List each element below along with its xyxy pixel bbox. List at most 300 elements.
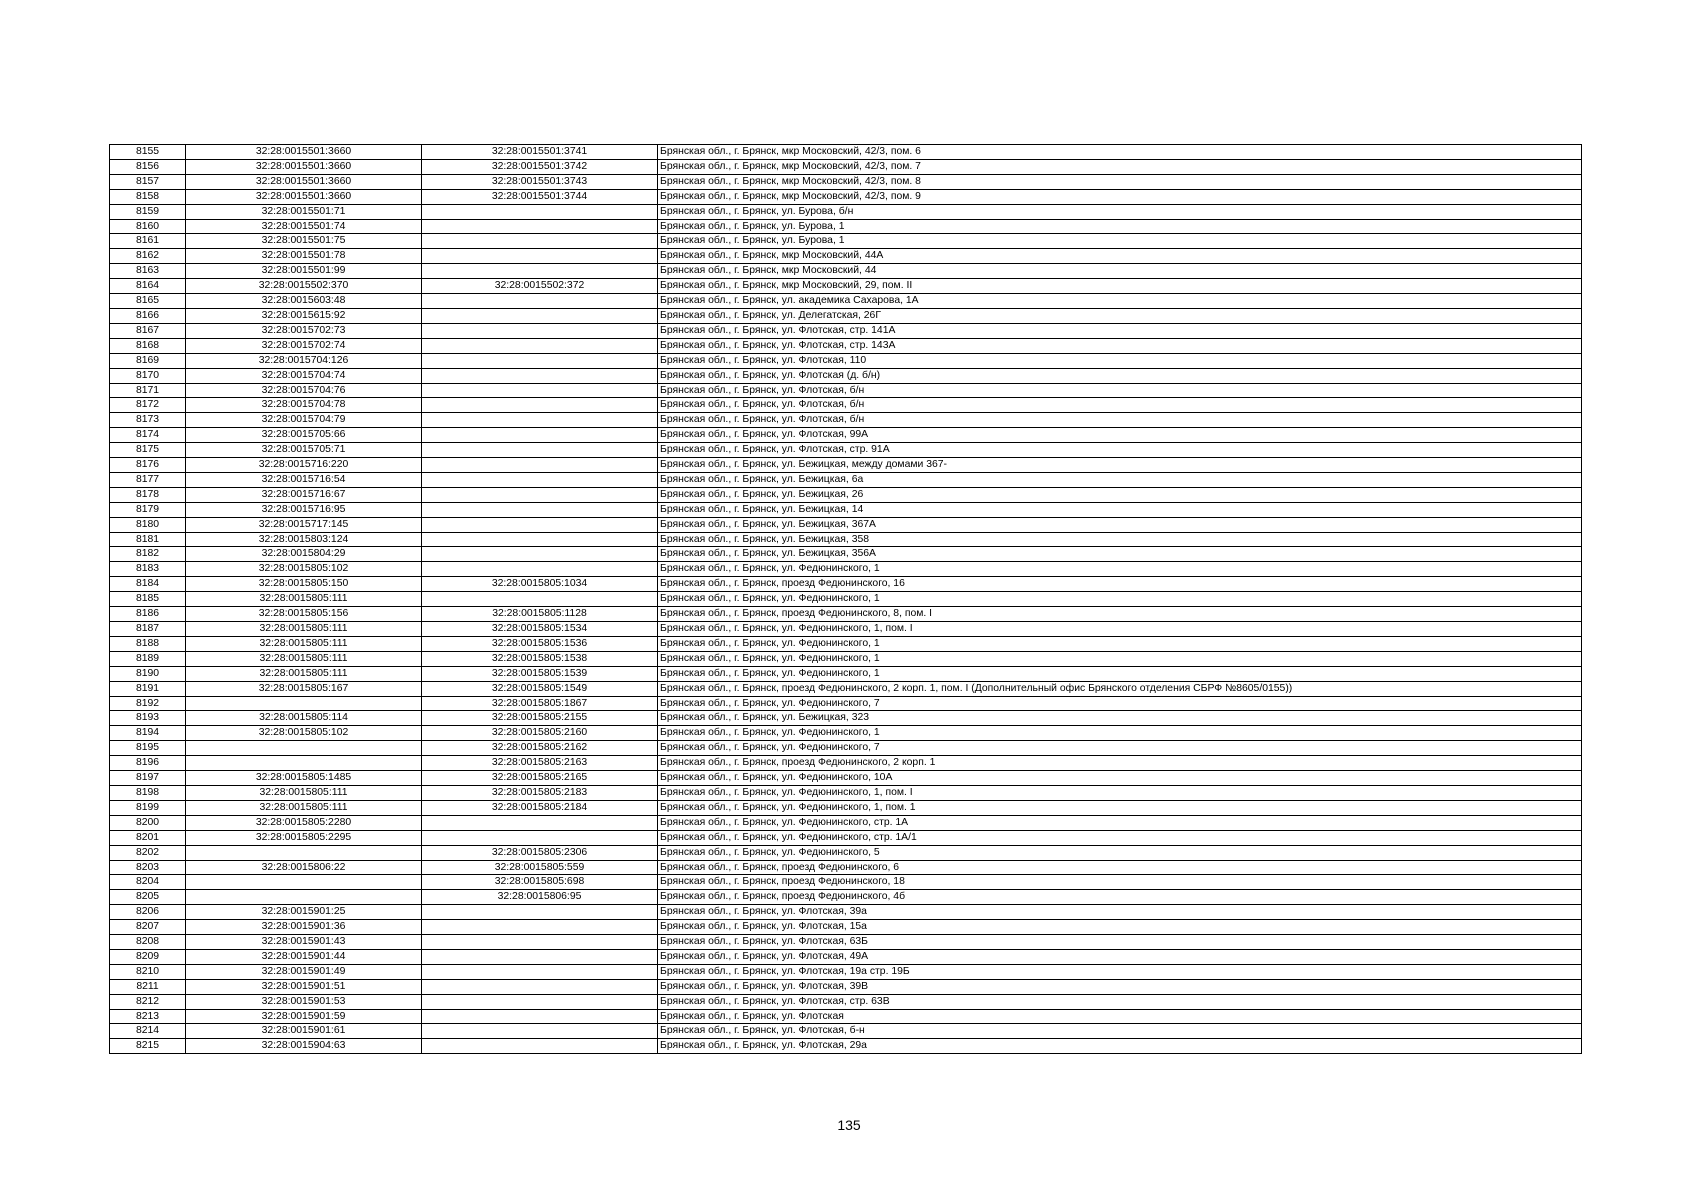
cadastral-number-cell: 32:28:0015603:48 [186, 294, 422, 309]
cadastral-number-cell: 32:28:0015904:63 [186, 1039, 422, 1054]
address-cell: Брянская обл., г. Брянск, проезд Федюнинского, 2 корп. 1 [658, 756, 1582, 771]
row-number-cell: 8174 [110, 428, 186, 443]
linked-cadastral-number-cell [422, 1039, 658, 1054]
linked-cadastral-number-cell: 32:28:0015805:2160 [422, 726, 658, 741]
table-row [110, 935, 1582, 950]
linked-cadastral-number-cell [422, 905, 658, 920]
table-row [110, 1024, 1582, 1039]
address-cell: Брянская обл., г. Брянск, ул. Флотская, 99А [658, 428, 1582, 443]
cadastral-number-cell: 32:28:0015805:111 [186, 636, 422, 651]
linked-cadastral-number-cell: 32:28:0015805:1034 [422, 577, 658, 592]
row-number-cell: 8162 [110, 249, 186, 264]
linked-cadastral-number-cell: 32:28:0015805:2306 [422, 845, 658, 860]
linked-cadastral-number-cell [422, 443, 658, 458]
cadastral-number-cell: 32:28:0015716:67 [186, 487, 422, 502]
address-cell: Брянская обл., г. Брянск, ул. Флотская, б/н [658, 413, 1582, 428]
registry-table-container [109, 144, 1581, 1054]
cadastral-number-cell: 32:28:0015805:150 [186, 577, 422, 592]
linked-cadastral-number-cell [422, 979, 658, 994]
linked-cadastral-number-cell: 32:28:0015806:95 [422, 890, 658, 905]
row-number-cell: 8158 [110, 189, 186, 204]
row-number-cell: 8191 [110, 681, 186, 696]
cadastral-number-cell: 32:28:0015805:2295 [186, 830, 422, 845]
address-cell: Брянская обл., г. Брянск, ул. Флотская, 15а [658, 920, 1582, 935]
row-number-cell: 8194 [110, 726, 186, 741]
address-cell: Брянская обл., г. Брянск, ул. Флотская, 110 [658, 353, 1582, 368]
table-row [110, 651, 1582, 666]
linked-cadastral-number-cell: 32:28:0015805:698 [422, 875, 658, 890]
row-number-cell: 8185 [110, 592, 186, 607]
table-row [110, 815, 1582, 830]
cadastral-number-cell [186, 741, 422, 756]
row-number-cell: 8166 [110, 308, 186, 323]
table-row [110, 279, 1582, 294]
linked-cadastral-number-cell [422, 353, 658, 368]
linked-cadastral-number-cell [422, 830, 658, 845]
row-number-cell: 8187 [110, 622, 186, 637]
table-row [110, 547, 1582, 562]
cadastral-number-cell: 32:28:0015901:43 [186, 935, 422, 950]
row-number-cell: 8192 [110, 696, 186, 711]
linked-cadastral-number-cell: 32:28:0015501:3742 [422, 159, 658, 174]
linked-cadastral-number-cell [422, 517, 658, 532]
table-row [110, 785, 1582, 800]
table-row [110, 219, 1582, 234]
address-cell: Брянская обл., г. Брянск, ул. Федюнинского, 7 [658, 741, 1582, 756]
address-cell: Брянская обл., г. Брянск, ул. Федюнинского, 1 [658, 562, 1582, 577]
table-row [110, 443, 1582, 458]
table-row [110, 577, 1582, 592]
cadastral-number-cell: 32:28:0015805:156 [186, 607, 422, 622]
cadastral-number-cell: 32:28:0015805:111 [186, 622, 422, 637]
cadastral-number-cell [186, 845, 422, 860]
cadastral-number-cell: 32:28:0015805:167 [186, 681, 422, 696]
linked-cadastral-number-cell [422, 547, 658, 562]
address-cell: Брянская обл., г. Брянск, мкр Московский, 44 [658, 264, 1582, 279]
address-cell: Брянская обл., г. Брянск, ул. Бежицкая, 356А [658, 547, 1582, 562]
linked-cadastral-number-cell: 32:28:0015805:2162 [422, 741, 658, 756]
linked-cadastral-number-cell: 32:28:0015805:1534 [422, 622, 658, 637]
cadastral-number-cell: 32:28:0015805:111 [186, 785, 422, 800]
linked-cadastral-number-cell: 32:28:0015805:1128 [422, 607, 658, 622]
address-cell: Брянская обл., г. Брянск, ул. Флотская, б/н [658, 383, 1582, 398]
address-cell: Брянская обл., г. Брянск, ул. Флотская, стр. 91А [658, 443, 1582, 458]
cadastral-number-cell [186, 696, 422, 711]
registry-table-body [110, 145, 1582, 1054]
cadastral-number-cell: 32:28:0015803:124 [186, 532, 422, 547]
row-number-cell: 8190 [110, 666, 186, 681]
row-number-cell: 8159 [110, 204, 186, 219]
row-number-cell: 8215 [110, 1039, 186, 1054]
table-row [110, 905, 1582, 920]
table-row [110, 890, 1582, 905]
linked-cadastral-number-cell [422, 428, 658, 443]
row-number-cell: 8213 [110, 1009, 186, 1024]
cadastral-number-cell: 32:28:0015501:3660 [186, 174, 422, 189]
row-number-cell: 8186 [110, 607, 186, 622]
row-number-cell: 8205 [110, 890, 186, 905]
table-row [110, 264, 1582, 279]
address-cell: Брянская обл., г. Брянск, ул. Флотская (д. б/н) [658, 368, 1582, 383]
row-number-cell: 8211 [110, 979, 186, 994]
cadastral-number-cell [186, 756, 422, 771]
address-cell: Брянская обл., г. Брянск, ул. Флотская, 39а [658, 905, 1582, 920]
row-number-cell: 8203 [110, 860, 186, 875]
cadastral-number-cell: 32:28:0015901:59 [186, 1009, 422, 1024]
address-cell: Брянская обл., г. Брянск, ул. Федюнинского, 1, пом. I [658, 785, 1582, 800]
linked-cadastral-number-cell: 32:28:0015501:3743 [422, 174, 658, 189]
address-cell: Брянская обл., г. Брянск, ул. Делегатская, 26Г [658, 308, 1582, 323]
row-number-cell: 8161 [110, 234, 186, 249]
cadastral-number-cell: 32:28:0015805:111 [186, 800, 422, 815]
table-row [110, 756, 1582, 771]
row-number-cell: 8155 [110, 145, 186, 160]
cadastral-number-cell: 32:28:0015702:74 [186, 338, 422, 353]
cadastral-number-cell: 32:28:0015501:75 [186, 234, 422, 249]
row-number-cell: 8181 [110, 532, 186, 547]
table-row [110, 413, 1582, 428]
cadastral-number-cell: 32:28:0015901:51 [186, 979, 422, 994]
row-number-cell: 8188 [110, 636, 186, 651]
linked-cadastral-number-cell [422, 502, 658, 517]
linked-cadastral-number-cell [422, 994, 658, 1009]
row-number-cell: 8173 [110, 413, 186, 428]
linked-cadastral-number-cell [422, 204, 658, 219]
table-row [110, 428, 1582, 443]
linked-cadastral-number-cell: 32:28:0015805:1539 [422, 666, 658, 681]
address-cell: Брянская обл., г. Брянск, проезд Федюнинского, 16 [658, 577, 1582, 592]
cadastral-number-cell: 32:28:0015704:126 [186, 353, 422, 368]
row-number-cell: 8195 [110, 741, 186, 756]
table-row [110, 607, 1582, 622]
table-row [110, 845, 1582, 860]
row-number-cell: 8209 [110, 949, 186, 964]
cadastral-number-cell: 32:28:0015704:78 [186, 398, 422, 413]
cadastral-number-cell: 32:28:0015501:3660 [186, 159, 422, 174]
table-row [110, 800, 1582, 815]
row-number-cell: 8206 [110, 905, 186, 920]
table-row [110, 204, 1582, 219]
address-cell: Брянская обл., г. Брянск, ул. Бежицкая, 367А [658, 517, 1582, 532]
address-cell: Брянская обл., г. Брянск, ул. Бежицкая, 323 [658, 711, 1582, 726]
row-number-cell: 8178 [110, 487, 186, 502]
address-cell: Брянская обл., г. Брянск, ул. Федюнинского, 1 [658, 592, 1582, 607]
row-number-cell: 8179 [110, 502, 186, 517]
address-cell: Брянская обл., г. Брянск, ул. Бурова, 1 [658, 234, 1582, 249]
cadastral-number-cell: 32:28:0015901:25 [186, 905, 422, 920]
row-number-cell: 8204 [110, 875, 186, 890]
table-row [110, 174, 1582, 189]
registry-table [109, 144, 1582, 1054]
cadastral-number-cell: 32:28:0015501:71 [186, 204, 422, 219]
cadastral-number-cell: 32:28:0015501:74 [186, 219, 422, 234]
row-number-cell: 8171 [110, 383, 186, 398]
cadastral-number-cell: 32:28:0015804:29 [186, 547, 422, 562]
linked-cadastral-number-cell [422, 234, 658, 249]
table-row [110, 383, 1582, 398]
table-row [110, 338, 1582, 353]
address-cell: Брянская обл., г. Брянск, ул. Федюнинского, 1, пом. I [658, 622, 1582, 637]
row-number-cell: 8165 [110, 294, 186, 309]
row-number-cell: 8163 [110, 264, 186, 279]
table-row [110, 875, 1582, 890]
cadastral-number-cell: 32:28:0015502:370 [186, 279, 422, 294]
cadastral-number-cell: 32:28:0015901:44 [186, 949, 422, 964]
address-cell: Брянская обл., г. Брянск, ул. Флотская, 49А [658, 949, 1582, 964]
table-row [110, 532, 1582, 547]
address-cell: Брянская обл., г. Брянск, ул. Флотская, б-н [658, 1024, 1582, 1039]
cadastral-number-cell: 32:28:0015806:22 [186, 860, 422, 875]
cadastral-number-cell: 32:28:0015805:102 [186, 726, 422, 741]
address-cell: Брянская обл., г. Брянск, ул. Флотская, стр. 143А [658, 338, 1582, 353]
address-cell: Брянская обл., г. Брянск, ул. Флотская, стр. 63В [658, 994, 1582, 1009]
cadastral-number-cell: 32:28:0015805:111 [186, 666, 422, 681]
row-number-cell: 8201 [110, 830, 186, 845]
linked-cadastral-number-cell [422, 338, 658, 353]
linked-cadastral-number-cell: 32:28:0015501:3741 [422, 145, 658, 160]
address-cell: Брянская обл., г. Брянск, ул. Федюнинского, 1, пом. 1 [658, 800, 1582, 815]
table-row [110, 622, 1582, 637]
address-cell: Брянская обл., г. Брянск, ул. Флотская, 39В [658, 979, 1582, 994]
row-number-cell: 8167 [110, 323, 186, 338]
linked-cadastral-number-cell: 32:28:0015805:2165 [422, 771, 658, 786]
cadastral-number-cell: 32:28:0015716:95 [186, 502, 422, 517]
linked-cadastral-number-cell [422, 1024, 658, 1039]
linked-cadastral-number-cell [422, 458, 658, 473]
linked-cadastral-number-cell: 32:28:0015805:559 [422, 860, 658, 875]
cadastral-number-cell: 32:28:0015805:102 [186, 562, 422, 577]
address-cell: Брянская обл., г. Брянск, ул. академика Сахарова, 1А [658, 294, 1582, 309]
linked-cadastral-number-cell [422, 592, 658, 607]
address-cell: Брянская обл., г. Брянск, проезд Федюнинского, 4б [658, 890, 1582, 905]
linked-cadastral-number-cell [422, 323, 658, 338]
linked-cadastral-number-cell [422, 368, 658, 383]
table-row [110, 562, 1582, 577]
row-number-cell: 8160 [110, 219, 186, 234]
table-row [110, 860, 1582, 875]
table-row [110, 830, 1582, 845]
row-number-cell: 8184 [110, 577, 186, 592]
row-number-cell: 8157 [110, 174, 186, 189]
linked-cadastral-number-cell [422, 398, 658, 413]
linked-cadastral-number-cell [422, 249, 658, 264]
address-cell: Брянская обл., г. Брянск, мкр Московский, 42/3, пом. 9 [658, 189, 1582, 204]
row-number-cell: 8156 [110, 159, 186, 174]
cadastral-number-cell: 32:28:0015702:73 [186, 323, 422, 338]
address-cell: Брянская обл., г. Брянск, ул. Бурова, б/н [658, 204, 1582, 219]
table-row [110, 1039, 1582, 1054]
address-cell: Брянская обл., г. Брянск, ул. Флотская, б/н [658, 398, 1582, 413]
address-cell: Брянская обл., г. Брянск, ул. Федюнинского, стр. 1А [658, 815, 1582, 830]
cadastral-number-cell: 32:28:0015704:79 [186, 413, 422, 428]
table-row [110, 145, 1582, 160]
table-row [110, 636, 1582, 651]
address-cell: Брянская обл., г. Брянск, ул. Бежицкая, 14 [658, 502, 1582, 517]
row-number-cell: 8210 [110, 964, 186, 979]
cadastral-number-cell: 32:28:0015501:78 [186, 249, 422, 264]
address-cell: Брянская обл., г. Брянск, ул. Федюнинского, стр. 1А/1 [658, 830, 1582, 845]
linked-cadastral-number-cell [422, 294, 658, 309]
table-row [110, 249, 1582, 264]
linked-cadastral-number-cell: 32:28:0015501:3744 [422, 189, 658, 204]
address-cell: Брянская обл., г. Брянск, ул. Федюнинского, 1 [658, 636, 1582, 651]
table-row [110, 502, 1582, 517]
row-number-cell: 8175 [110, 443, 186, 458]
table-row [110, 696, 1582, 711]
linked-cadastral-number-cell: 32:28:0015805:1867 [422, 696, 658, 711]
table-row [110, 994, 1582, 1009]
row-number-cell: 8196 [110, 756, 186, 771]
linked-cadastral-number-cell [422, 264, 658, 279]
cadastral-number-cell: 32:28:0015716:220 [186, 458, 422, 473]
table-row [110, 368, 1582, 383]
table-row [110, 398, 1582, 413]
cadastral-number-cell: 32:28:0015805:111 [186, 651, 422, 666]
cadastral-number-cell: 32:28:0015615:92 [186, 308, 422, 323]
address-cell: Брянская обл., г. Брянск, мкр Московский, 42/3, пом. 6 [658, 145, 1582, 160]
cadastral-number-cell: 32:28:0015901:36 [186, 920, 422, 935]
table-row [110, 189, 1582, 204]
address-cell: Брянская обл., г. Брянск, проезд Федюнинского, 6 [658, 860, 1582, 875]
table-row [110, 592, 1582, 607]
table-row [110, 353, 1582, 368]
table-row [110, 323, 1582, 338]
row-number-cell: 8197 [110, 771, 186, 786]
linked-cadastral-number-cell [422, 562, 658, 577]
address-cell: Брянская обл., г. Брянск, ул. Федюнинского, 1 [658, 666, 1582, 681]
address-cell: Брянская обл., г. Брянск, ул. Федюнинского, 1 [658, 726, 1582, 741]
address-cell: Брянская обл., г. Брянск, мкр Московский, 42/3, пом. 8 [658, 174, 1582, 189]
address-cell: Брянская обл., г. Брянск, ул. Федюнинского, 1 [658, 651, 1582, 666]
address-cell: Брянская обл., г. Брянск, ул. Флотская, 63Б [658, 935, 1582, 950]
cadastral-number-cell: 32:28:0015501:3660 [186, 189, 422, 204]
row-number-cell: 8182 [110, 547, 186, 562]
linked-cadastral-number-cell: 32:28:0015502:372 [422, 279, 658, 294]
table-row [110, 308, 1582, 323]
page-number: 135 [837, 1117, 861, 1133]
address-cell: Брянская обл., г. Брянск, ул. Флотская, стр. 141А [658, 323, 1582, 338]
linked-cadastral-number-cell: 32:28:0015805:2163 [422, 756, 658, 771]
row-number-cell: 8207 [110, 920, 186, 935]
linked-cadastral-number-cell: 32:28:0015805:1536 [422, 636, 658, 651]
row-number-cell: 8214 [110, 1024, 186, 1039]
linked-cadastral-number-cell [422, 383, 658, 398]
cadastral-number-cell: 32:28:0015704:74 [186, 368, 422, 383]
cadastral-number-cell: 32:28:0015705:71 [186, 443, 422, 458]
cadastral-number-cell [186, 890, 422, 905]
row-number-cell: 8176 [110, 458, 186, 473]
table-row [110, 979, 1582, 994]
linked-cadastral-number-cell [422, 413, 658, 428]
row-number-cell: 8202 [110, 845, 186, 860]
cadastral-number-cell: 32:28:0015704:76 [186, 383, 422, 398]
row-number-cell: 8189 [110, 651, 186, 666]
cadastral-number-cell: 32:28:0015805:111 [186, 592, 422, 607]
address-cell: Брянская обл., г. Брянск, ул. Федюнинского, 7 [658, 696, 1582, 711]
row-number-cell: 8193 [110, 711, 186, 726]
table-row [110, 949, 1582, 964]
linked-cadastral-number-cell [422, 472, 658, 487]
linked-cadastral-number-cell [422, 920, 658, 935]
cadastral-number-cell: 32:28:0015501:99 [186, 264, 422, 279]
address-cell: Брянская обл., г. Брянск, проезд Федюнинского, 8, пом. I [658, 607, 1582, 622]
address-cell: Брянская обл., г. Брянск, проезд Федюнинского, 2 корп. 1, пом. I (Дополнительный офис Брянского отделения СБРФ №8605/0155)) [658, 681, 1582, 696]
row-number-cell: 8198 [110, 785, 186, 800]
linked-cadastral-number-cell: 32:28:0015805:2184 [422, 800, 658, 815]
table-row [110, 1009, 1582, 1024]
cadastral-number-cell: 32:28:0015805:1485 [186, 771, 422, 786]
linked-cadastral-number-cell: 32:28:0015805:1538 [422, 651, 658, 666]
linked-cadastral-number-cell [422, 219, 658, 234]
table-row [110, 920, 1582, 935]
table-row [110, 517, 1582, 532]
table-row [110, 234, 1582, 249]
cadastral-number-cell: 32:28:0015716:54 [186, 472, 422, 487]
linked-cadastral-number-cell [422, 1009, 658, 1024]
table-row [110, 771, 1582, 786]
address-cell: Брянская обл., г. Брянск, ул. Бежицкая, между домами 367- [658, 458, 1582, 473]
row-number-cell: 8208 [110, 935, 186, 950]
address-cell: Брянская обл., г. Брянск, ул. Федюнинского, 5 [658, 845, 1582, 860]
table-row [110, 294, 1582, 309]
row-number-cell: 8164 [110, 279, 186, 294]
cadastral-number-cell: 32:28:0015901:49 [186, 964, 422, 979]
address-cell: Брянская обл., г. Брянск, проезд Федюнинского, 18 [658, 875, 1582, 890]
address-cell: Брянская обл., г. Брянск, мкр Московский, 42/3, пом. 7 [658, 159, 1582, 174]
table-row [110, 964, 1582, 979]
table-row [110, 458, 1582, 473]
cadastral-number-cell: 32:28:0015901:53 [186, 994, 422, 1009]
linked-cadastral-number-cell: 32:28:0015805:2183 [422, 785, 658, 800]
address-cell: Брянская обл., г. Брянск, ул. Бурова, 1 [658, 219, 1582, 234]
linked-cadastral-number-cell: 32:28:0015805:1549 [422, 681, 658, 696]
table-row [110, 487, 1582, 502]
linked-cadastral-number-cell [422, 935, 658, 950]
table-row [110, 681, 1582, 696]
cadastral-number-cell: 32:28:0015705:66 [186, 428, 422, 443]
linked-cadastral-number-cell [422, 815, 658, 830]
address-cell: Брянская обл., г. Брянск, ул. Флотская, 29а [658, 1039, 1582, 1054]
table-row [110, 159, 1582, 174]
row-number-cell: 8172 [110, 398, 186, 413]
linked-cadastral-number-cell: 32:28:0015805:2155 [422, 711, 658, 726]
cadastral-number-cell: 32:28:0015901:61 [186, 1024, 422, 1039]
row-number-cell: 8212 [110, 994, 186, 1009]
table-row [110, 472, 1582, 487]
address-cell: Брянская обл., г. Брянск, мкр Московский, 29, пом. II [658, 279, 1582, 294]
row-number-cell: 8169 [110, 353, 186, 368]
linked-cadastral-number-cell [422, 949, 658, 964]
table-row [110, 726, 1582, 741]
address-cell: Брянская обл., г. Брянск, ул. Флотская, 19а стр. 19Б [658, 964, 1582, 979]
linked-cadastral-number-cell [422, 487, 658, 502]
address-cell: Брянская обл., г. Брянск, ул. Федюнинского, 10А [658, 771, 1582, 786]
cadastral-number-cell: 32:28:0015805:114 [186, 711, 422, 726]
linked-cadastral-number-cell [422, 964, 658, 979]
row-number-cell: 8200 [110, 815, 186, 830]
table-row [110, 666, 1582, 681]
table-row [110, 711, 1582, 726]
address-cell: Брянская обл., г. Брянск, ул. Флотская [658, 1009, 1582, 1024]
address-cell: Брянская обл., г. Брянск, ул. Бежицкая, 358 [658, 532, 1582, 547]
row-number-cell: 8199 [110, 800, 186, 815]
address-cell: Брянская обл., г. Брянск, мкр Московский, 44А [658, 249, 1582, 264]
row-number-cell: 8170 [110, 368, 186, 383]
linked-cadastral-number-cell [422, 308, 658, 323]
cadastral-number-cell: 32:28:0015805:2280 [186, 815, 422, 830]
address-cell: Брянская обл., г. Брянск, ул. Бежицкая, 6а [658, 472, 1582, 487]
row-number-cell: 8183 [110, 562, 186, 577]
